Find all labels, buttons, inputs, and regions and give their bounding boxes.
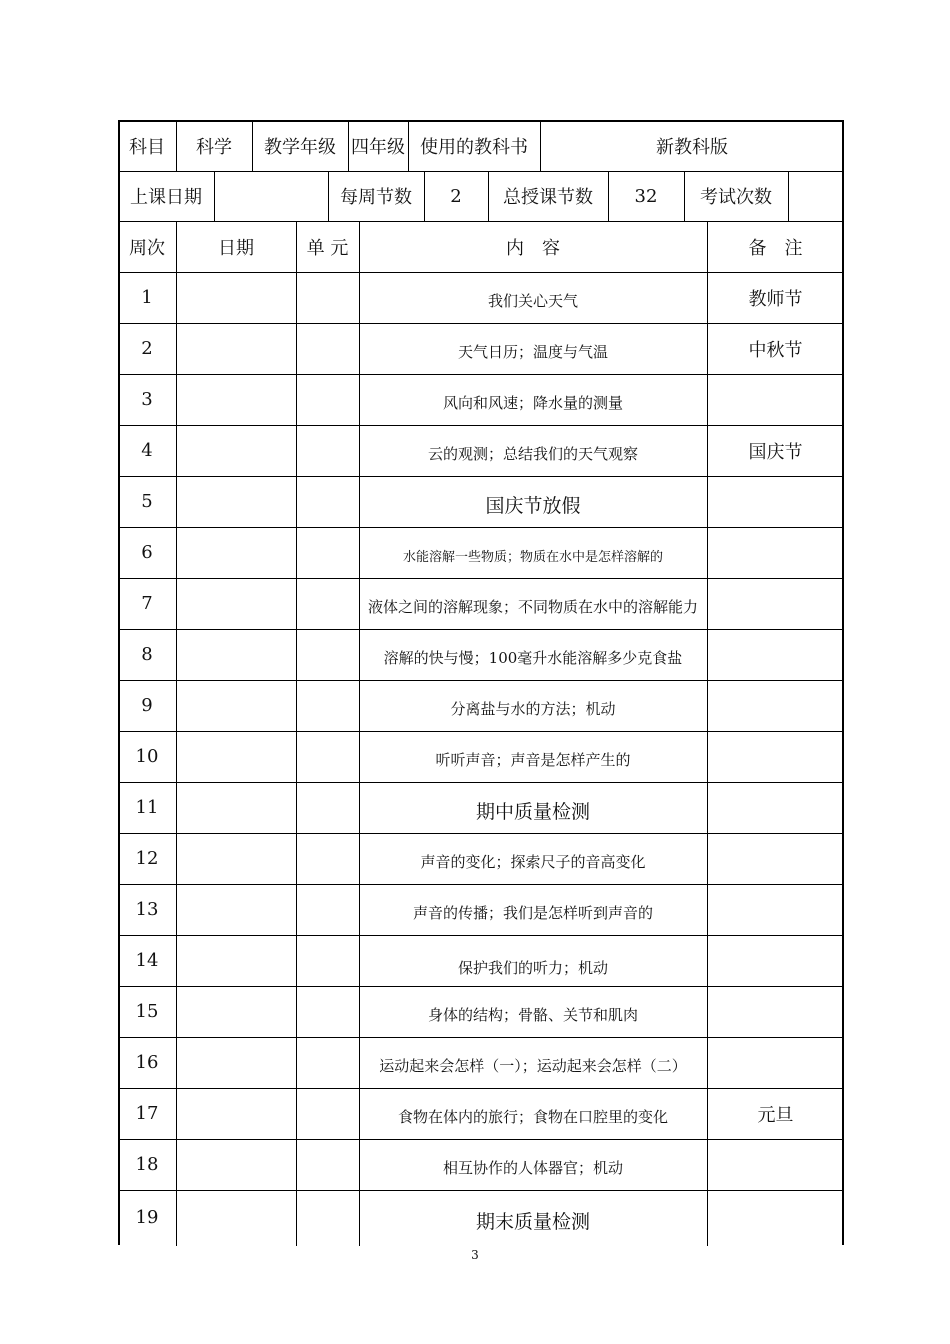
row-date	[176, 986, 296, 1037]
row-week: 8	[141, 644, 153, 665]
row-content: 期末质量检测	[475, 1211, 590, 1233]
table-row	[118, 935, 844, 986]
row-content: 听听声音；声音是怎样产生的	[435, 751, 631, 769]
row-note	[707, 935, 844, 986]
row-date	[176, 1088, 296, 1139]
row-note	[707, 833, 844, 884]
table-row	[118, 782, 844, 833]
row-date	[176, 425, 296, 476]
row-date	[176, 782, 296, 833]
row-note	[707, 680, 844, 731]
row-date	[176, 680, 296, 731]
grade-value: 四年级	[351, 136, 405, 158]
row-note	[707, 629, 844, 680]
table-row	[118, 1190, 844, 1245]
row-note	[707, 527, 844, 578]
row-unit	[296, 1037, 359, 1088]
row-date	[176, 272, 296, 323]
table-row	[118, 680, 844, 731]
row-unit	[296, 1088, 359, 1139]
row-date	[176, 884, 296, 935]
table-row	[118, 578, 844, 629]
row-week: 11	[135, 797, 159, 818]
table-row	[118, 425, 844, 476]
exam-count-label: 考试次数	[700, 187, 772, 208]
row-unit	[296, 1139, 359, 1190]
table-row	[118, 476, 844, 527]
row-content: 食物在体内的旅行；食物在口腔里的变化	[397, 1108, 668, 1126]
row-note	[707, 782, 844, 833]
row-week: 1	[141, 287, 153, 308]
row-unit	[296, 731, 359, 782]
row-content: 声音的变化；探索尺子的音高变化	[420, 853, 646, 871]
row-content: 天气日历；温度与气温	[457, 343, 608, 361]
table-row	[118, 731, 844, 782]
row-content: 云的观测；总结我们的天气观察	[427, 445, 638, 463]
row-content: 期中质量检测	[475, 801, 590, 823]
col-week: 周次	[129, 237, 165, 259]
table-row	[118, 527, 844, 578]
table-row	[118, 884, 844, 935]
row-date	[176, 833, 296, 884]
weekly-lessons-value: 2	[450, 185, 462, 207]
total-lessons-label: 总授课节数	[503, 187, 593, 208]
row-content: 我们关心天气	[487, 292, 578, 310]
table-row	[118, 272, 844, 323]
total-lessons-value: 32	[634, 185, 658, 207]
row-date	[176, 374, 296, 425]
row-unit	[296, 578, 359, 629]
row-unit	[296, 374, 359, 425]
row-content: 液体之间的溶解现象；不同物质在水中的溶解能力	[367, 598, 698, 616]
row-content: 水能溶解一些物质；物质在水中是怎样溶解的	[402, 550, 663, 565]
row-unit	[296, 425, 359, 476]
row-note	[707, 476, 844, 527]
table-row	[118, 1088, 844, 1139]
row-unit	[296, 935, 359, 986]
subject-value: 科学	[196, 136, 232, 158]
row-date	[176, 731, 296, 782]
row-note	[707, 986, 844, 1037]
row-week: 3	[141, 389, 153, 410]
row-note: 元旦	[757, 1104, 794, 1126]
row-unit	[296, 323, 359, 374]
row-unit	[296, 782, 359, 833]
row-week: 19	[135, 1207, 159, 1228]
start-date-value	[214, 171, 328, 221]
row-unit	[296, 833, 359, 884]
row-unit	[296, 476, 359, 527]
row-week: 7	[141, 593, 153, 614]
row-unit	[296, 1190, 359, 1245]
col-note: 备 注	[748, 237, 803, 259]
weekly-lessons-label: 每周节数	[340, 187, 412, 208]
row-week: 13	[135, 899, 159, 920]
row-content: 分离盐与水的方法；机动	[450, 700, 616, 718]
row-content: 溶解的快与慢；100毫升水能溶解多少克食盐	[383, 649, 683, 667]
exam-count-value	[788, 171, 844, 221]
textbook-label: 使用的教科书	[420, 136, 528, 158]
row-week: 18	[135, 1154, 159, 1175]
header-row-2	[118, 171, 844, 221]
row-week: 2	[141, 338, 153, 359]
col-content: 内 容	[506, 237, 560, 259]
row-week: 5	[141, 491, 153, 512]
row-date	[176, 935, 296, 986]
row-content: 声音的传播；我们是怎样听到声音的	[412, 904, 653, 922]
row-unit	[296, 272, 359, 323]
row-note: 中秋节	[748, 339, 803, 361]
row-content: 相互协作的人体器官；机动	[442, 1159, 623, 1177]
header-row-1	[118, 120, 844, 171]
row-date	[176, 578, 296, 629]
table-row	[118, 629, 844, 680]
row-unit	[296, 884, 359, 935]
table-row	[118, 374, 844, 425]
row-unit	[296, 680, 359, 731]
row-content: 运动起来会怎样（一）；运动起来会怎样（二）	[379, 1057, 687, 1075]
page-number: 3	[471, 1248, 479, 1262]
start-date-label: 上课日期	[130, 187, 202, 208]
row-date	[176, 1139, 296, 1190]
row-week: 14	[135, 950, 159, 971]
row-week: 12	[135, 848, 159, 869]
grade-label: 教学年级	[264, 136, 336, 158]
teaching-schedule-table	[118, 120, 844, 1246]
row-note	[707, 1139, 844, 1190]
row-week: 6	[141, 542, 153, 563]
row-date	[176, 323, 296, 374]
row-week: 9	[141, 695, 153, 716]
row-date	[176, 629, 296, 680]
row-note	[707, 1037, 844, 1088]
row-content: 风向和风速；降水量的测量	[442, 394, 623, 412]
col-unit: 单 元	[306, 237, 349, 259]
textbook-value: 新教科版	[656, 136, 728, 158]
row-week: 17	[135, 1103, 159, 1124]
table-row	[118, 323, 844, 374]
row-note	[707, 1190, 844, 1245]
row-week: 16	[135, 1052, 159, 1073]
row-unit	[296, 986, 359, 1037]
row-note	[707, 374, 844, 425]
col-date: 日期	[218, 237, 254, 259]
row-week: 15	[135, 1001, 159, 1022]
table-row	[118, 1139, 844, 1190]
row-unit	[296, 527, 359, 578]
row-date	[176, 527, 296, 578]
row-note: 国庆节	[748, 441, 803, 463]
row-date	[176, 1037, 296, 1088]
row-unit	[296, 629, 359, 680]
row-week: 10	[135, 746, 159, 767]
row-content: 国庆节放假	[485, 495, 581, 517]
subject-label: 科目	[129, 136, 165, 158]
table-row	[118, 833, 844, 884]
row-week: 4	[141, 440, 153, 461]
row-note	[707, 731, 844, 782]
row-note	[707, 884, 844, 935]
row-date	[176, 1190, 296, 1245]
column-heading-row	[118, 221, 844, 272]
table-row	[118, 986, 844, 1037]
row-content: 保护我们的听力；机动	[457, 959, 608, 977]
row-content: 身体的结构；骨骼、关节和肌肉	[427, 1006, 638, 1024]
table-row	[118, 1037, 844, 1088]
row-note: 教师节	[748, 288, 803, 310]
row-date	[176, 476, 296, 527]
row-note	[707, 578, 844, 629]
